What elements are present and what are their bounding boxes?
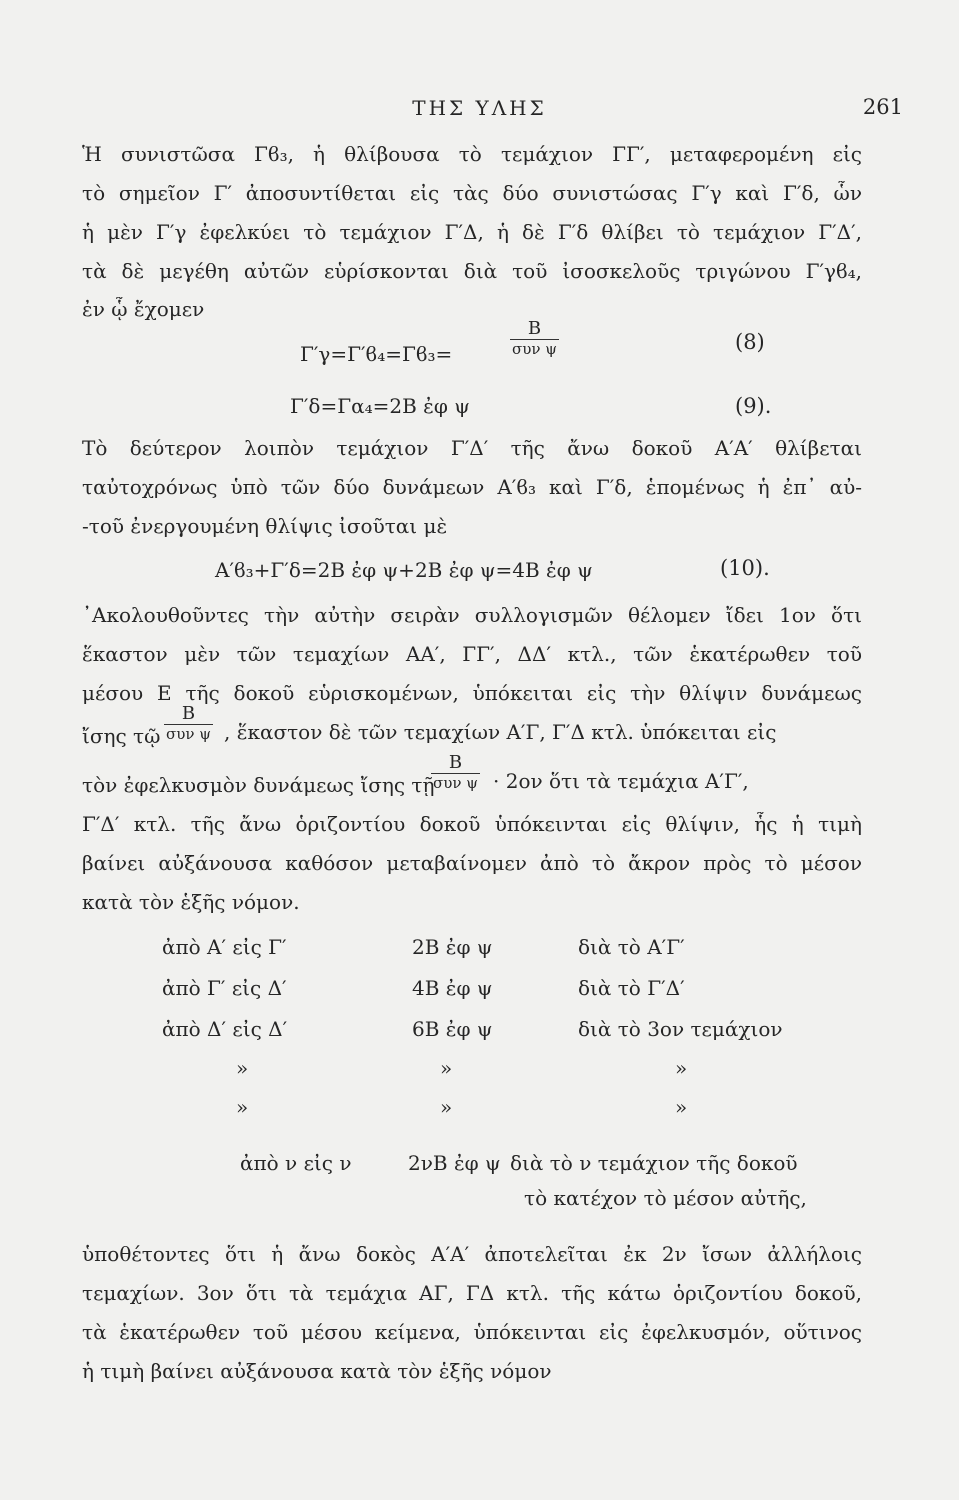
table-range: ἀπὸ Α′ εἰς Γ′ xyxy=(162,935,287,959)
running-header-title: ΤΗΣ ΥΛΗΣ xyxy=(412,96,547,120)
inline-fraction xyxy=(431,752,480,792)
table-ditto: » xyxy=(236,1095,249,1119)
paragraph-line-start: τὸν ἐφελκυσμὸν δυνάμεως ἴσης τῇ xyxy=(82,773,435,797)
paragraph-line: ἐν ᾧ ἔχομεν xyxy=(82,297,205,321)
table-value: 6Β ἐφ ψ xyxy=(412,1017,493,1041)
fraction-denominator: συν ψ xyxy=(166,725,212,743)
paragraph-line: Τὸ δεύτερον λοιπὸν τεμάχιον Γ′Δ′ τῆς ἄνω δοκοῦ Α′Α′ θλίβεται xyxy=(82,436,862,460)
equation-8-fraction xyxy=(510,318,559,358)
equation-9-label: (9). xyxy=(735,394,772,418)
equation-8-lhs: Γ′γ=Γ′ϐ₄=Γϐ₃= xyxy=(300,342,453,366)
page-number: 261 xyxy=(862,95,903,119)
paragraph-line: ἡ τιμὴ βαίνει αὐξάνουσα κατὰ τὸν ἑξῆς νόμον xyxy=(82,1359,552,1383)
paragraph-line: μέσου Ε τῆς δοκοῦ εὑρισκομένων, ὑπόκειται εἰς τὴν θλίψιν δυνάμεως xyxy=(82,681,862,705)
paragraph-line: τὸ σημεῖον Γ′ ἀποσυντίθεται εἰς τὰς δύο συνιστώσας Γ′γ καὶ Γ′δ, ὧν xyxy=(82,181,862,205)
fraction-denominator: συν ψ xyxy=(512,340,558,358)
fraction-numerator: Β xyxy=(527,318,542,339)
table-part: διὰ τὸ Α′Γ′ xyxy=(578,935,685,959)
table-range: ἀπὸ Δ′ εἰς Δ′ xyxy=(162,1017,288,1041)
fraction-denominator: συν ψ xyxy=(433,774,479,792)
paragraph-line: τὰ δὲ μεγέθη αὐτῶν εὑρίσκονται διὰ τοῦ ἰσοσκελοῦς τριγώνου Γ′γϐ₄, xyxy=(82,259,862,283)
table-part: διὰ τὸ ν τεμάχιον τῆς δοκοῦ xyxy=(510,1151,798,1175)
paragraph-line: ἡ μὲν Γ′γ ἐφελκύει τὸ τεμάχιον Γ′Δ, ἡ δὲ Γ′δ θλίβει τὸ τεμάχιον Γ′Δ′, xyxy=(82,220,862,244)
table-value: 2Β ἐφ ψ xyxy=(412,935,493,959)
table-ditto: » xyxy=(440,1095,453,1119)
paragraph-line: τεμαχίων. 3ον ὅτι τὰ τεμάχια ΑΓ, ΓΔ κτλ. τῆς κάτω ὁριζοντίου δοκοῦ, xyxy=(82,1281,862,1305)
paragraph-line-start: ἴσης τῷ xyxy=(82,724,161,748)
equation-10-label: (10). xyxy=(720,556,770,580)
table-range: ἀπὸ Γ′ εἰς Δ′ xyxy=(162,976,287,1000)
paragraph-line-end: · 2ον ὅτι τὰ τεμάχια Α′Γ′, xyxy=(493,769,749,793)
table-ditto: » xyxy=(236,1056,249,1080)
paragraph-line-end: , ἕκαστον δὲ τῶν τεμαχίων Α′Γ, Γ′Δ κτλ. ὑπόκειται εἰς xyxy=(224,720,777,744)
paragraph-line: Γ′Δ′ κτλ. τῆς ἄνω ὁριζοντίου δοκοῦ ὑπόκεινται εἰς θλίψιν, ἧς ἡ τιμὴ xyxy=(82,812,862,836)
table-ditto: » xyxy=(675,1095,688,1119)
fraction-numerator: Β xyxy=(448,752,463,773)
inline-fraction xyxy=(164,703,213,743)
table-value: 2νΒ ἐφ ψ xyxy=(408,1151,501,1175)
paragraph-line: βαίνει αὐξάνουσα καθόσον μεταβαίνομεν ἀπὸ τὸ ἄκρον πρὸς τὸ μέσον xyxy=(82,851,862,875)
table-value: 4Β ἐφ ψ xyxy=(412,976,493,1000)
fraction-numerator: Β xyxy=(181,703,196,724)
paragraph-line: ᾿Ακολουθοῦντες τὴν αὐτὴν σειρὰν συλλογισμῶν θέλομεν ἴδει 1ον ὅτι xyxy=(82,603,862,627)
paragraph-line: κατὰ τὸν ἑξῆς νόμον. xyxy=(82,890,300,914)
paragraph-line: -τοῦ ἐνεργουμένη θλίψις ἰσοῦται μὲ xyxy=(82,514,448,538)
paragraph-line: τὰ ἑκατέρωθεν τοῦ μέσου κείμενα, ὑπόκεινται εἰς ἐφελκυσμόν, οὕτινος xyxy=(82,1320,862,1344)
table-part-continuation: τὸ κατέχον τὸ μέσον αὐτῆς, xyxy=(524,1186,807,1210)
paragraph-line: ἕκαστον μὲν τῶν τεμαχίων ΑΑ′, ΓΓ′, ΔΔ′ κτλ., τῶν ἑκατέρωθεν τοῦ xyxy=(82,642,862,666)
paragraph-line: Ἡ συνιστῶσα Γϐ₃, ἡ θλίβουσα τὸ τεμάχιον ΓΓ′, μεταφερομένη εἰς xyxy=(82,142,862,166)
table-ditto: » xyxy=(675,1056,688,1080)
equation-10: Α′ϐ₃+Γ′δ=2Β ἐφ ψ+2Β ἐφ ψ=4Β ἐφ ψ xyxy=(215,558,593,582)
table-ditto: » xyxy=(440,1056,453,1080)
table-part: διὰ τὸ Γ′Δ′ xyxy=(578,976,685,1000)
table-range: ἀπὸ ν εἰς ν xyxy=(240,1151,352,1175)
paragraph-line: ταὐτοχρόνως ὑπὸ τῶν δύο δυνάμεων Α′ϐ₃ καὶ Γ′δ, ἑπομένως ἡ ἐπ᾽ αὐ- xyxy=(82,475,862,499)
table-part: διὰ τὸ 3ον τεμάχιον xyxy=(578,1017,783,1041)
equation-9: Γ′δ=Γα₄=2Β ἐφ ψ xyxy=(290,394,470,418)
equation-8-label: (8) xyxy=(735,330,765,354)
paragraph-line: ὑποθέτοντες ὅτι ἡ ἄνω δοκὸς Α′Α′ ἀποτελεῖται ἐκ 2ν ἴσων ἀλλήλοις xyxy=(82,1242,862,1266)
